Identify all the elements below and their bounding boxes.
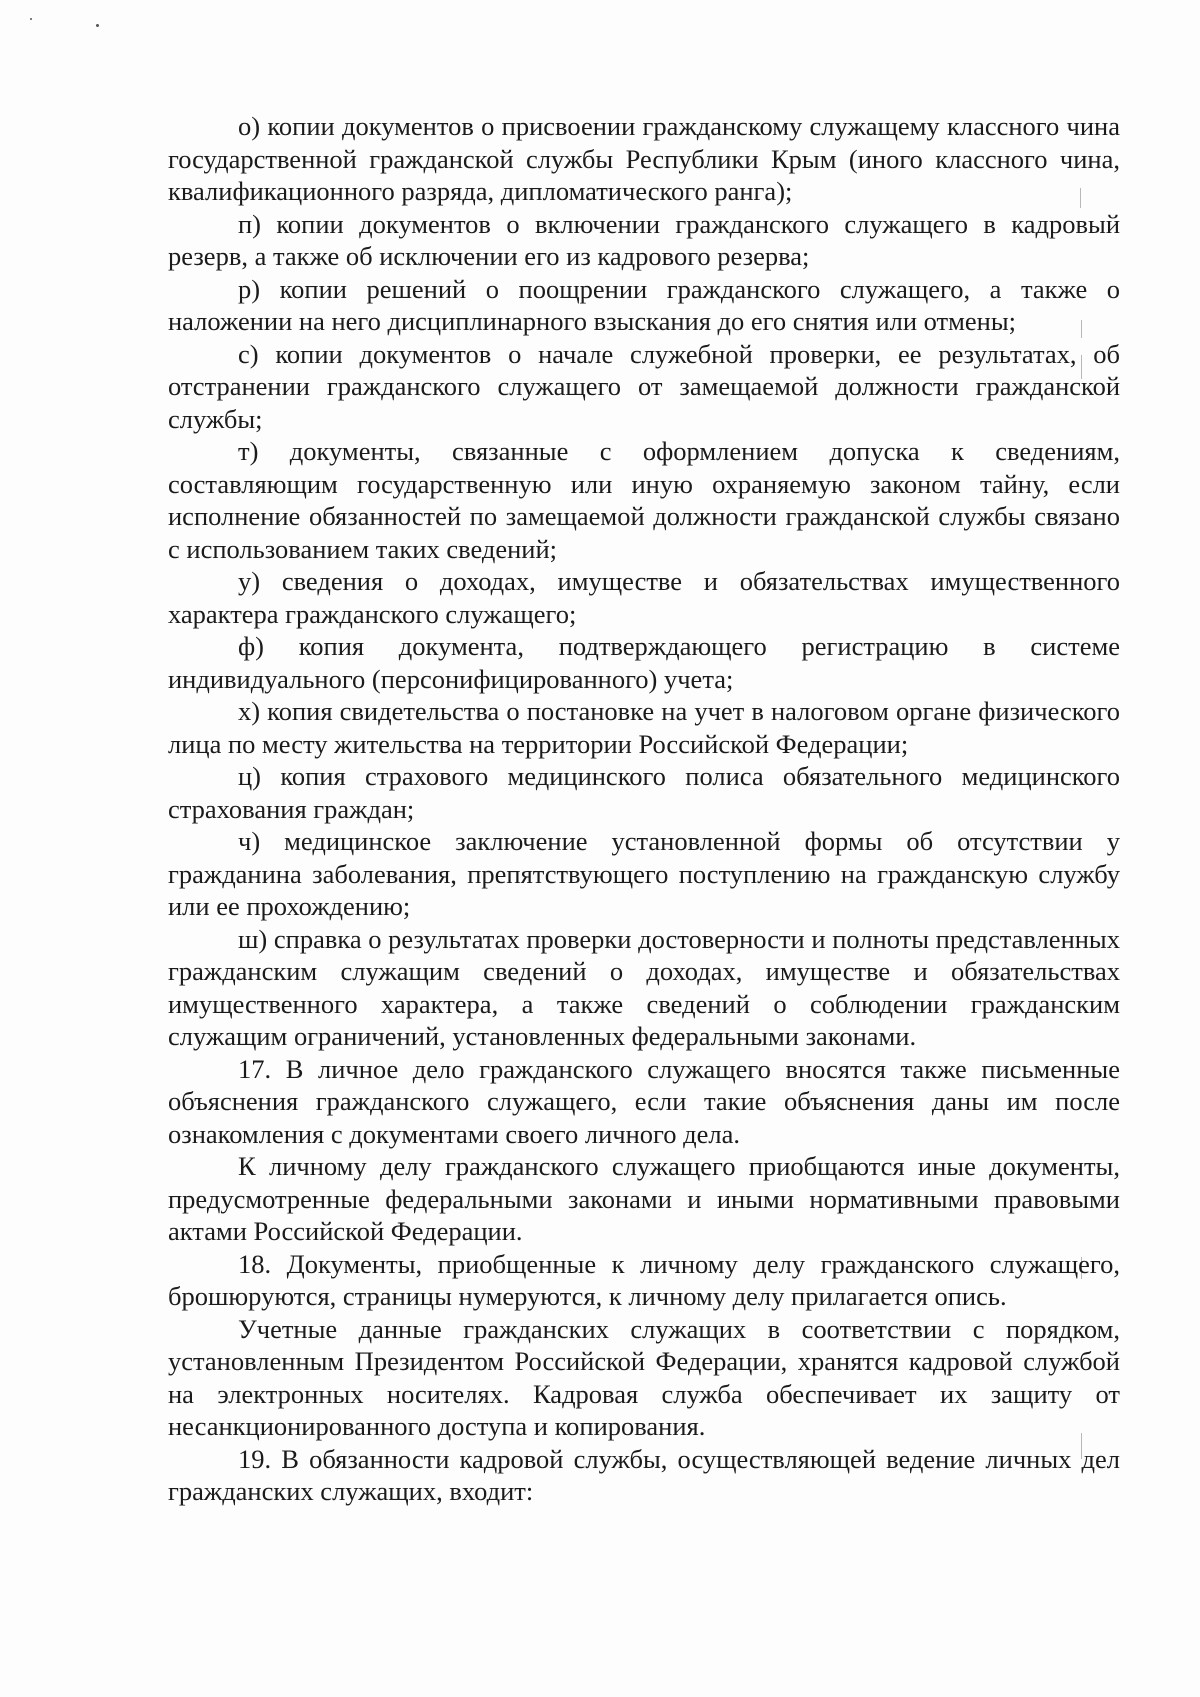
paragraph-clause-19: 19. В обязанности кадровой службы, осуществляющей ведение личных дел гражданских служащих, входит: [168, 1443, 1120, 1506]
paragraph-item-f: ф) копия документа, подтверждающего регистрацию в системе индивидуального (персонифицированного) учета; [168, 631, 1120, 694]
paragraph-item-ts: ц) копия страхового медицинского полиса обязательного медицинского страхования граждан; [168, 761, 1120, 824]
scan-speck [30, 18, 32, 20]
paragraph-item-sh: ш) справка о результатах проверки достоверности и полноты представленных гражданским служащим сведений о доходах, имуществе и обязательствах имущественного характера, а также сведений о соблюдении гражданским служащим ограничений, установленных федеральными законами. [168, 923, 1120, 1051]
paragraph-clause-17-annex: К личному делу гражданского служащего приобщаются иные документы, предусмотренные федеральными законами и иными нормативными правовыми актами Российской Федерации. [168, 1151, 1120, 1246]
paragraph-item-p: п) копии документов о включении гражданского служащего в кадровый резерв, а также об исключении его из кадрового резерва; [168, 208, 1120, 271]
paragraph-item-t: т) документы, связанные с оформлением допуска к сведениям, составляющим государственную или иную охраняемую законом тайну, если исполнение обязанностей по замещаемой должности гражданской службы связано с использованием таких сведений; [168, 436, 1120, 564]
paragraph-item-o: о) копии документов о присвоении гражданскому служащему классного чина государственной гражданской службы Республики Крым (иного классного чина, квалификационного разряда, дипломатического ранга); [168, 111, 1120, 206]
paragraph-item-kh: х) копия свидетельства о постановке на учет в налоговом органе физического лица по месту жительства на территории Российской Федерации; [168, 696, 1120, 759]
paragraph-clause-17: 17. В личное дело гражданского служащего вносятся также письменные объяснения гражданского служащего, если такие объяснения даны им после ознакомления с документами своего личного дела. [168, 1053, 1120, 1149]
paragraph-clause-18-records: Учетные данные гражданских служащих в соответствии с порядком, установленным Президентом Российской Федерации, хранятся кадровой службой на электронных носителях. Кадровая служба обеспечивает их защиту от несанкционированного доступа и копирования. [168, 1313, 1120, 1441]
scan-speck [96, 24, 99, 27]
document-body [168, 110, 1120, 1508]
paragraph-clause-18: 18. Документы, приобщенные к личному делу гражданского служащего, брошюруются, страницы нумеруются, к личному делу прилагается опись. [168, 1248, 1120, 1311]
paragraph-item-u: у) сведения о доходах, имуществе и обязательствах имущественного характера гражданского служащего; [168, 566, 1120, 629]
paragraph-item-ch: ч) медицинское заключение установленной формы об отсутствии у гражданина заболевания, препятствующего поступлению на гражданскую службу или ее прохождению; [168, 826, 1120, 921]
paragraph-item-s: с) копии документов о начале служебной проверки, ее результатах, об отстранении гражданского служащего от замещаемой должности гражданской службы; [168, 338, 1120, 434]
paragraph-item-r: р) копии решений о поощрении гражданского служащего, а также о наложении на него дисциплинарного взыскания до его снятия или отмены; [168, 273, 1120, 336]
